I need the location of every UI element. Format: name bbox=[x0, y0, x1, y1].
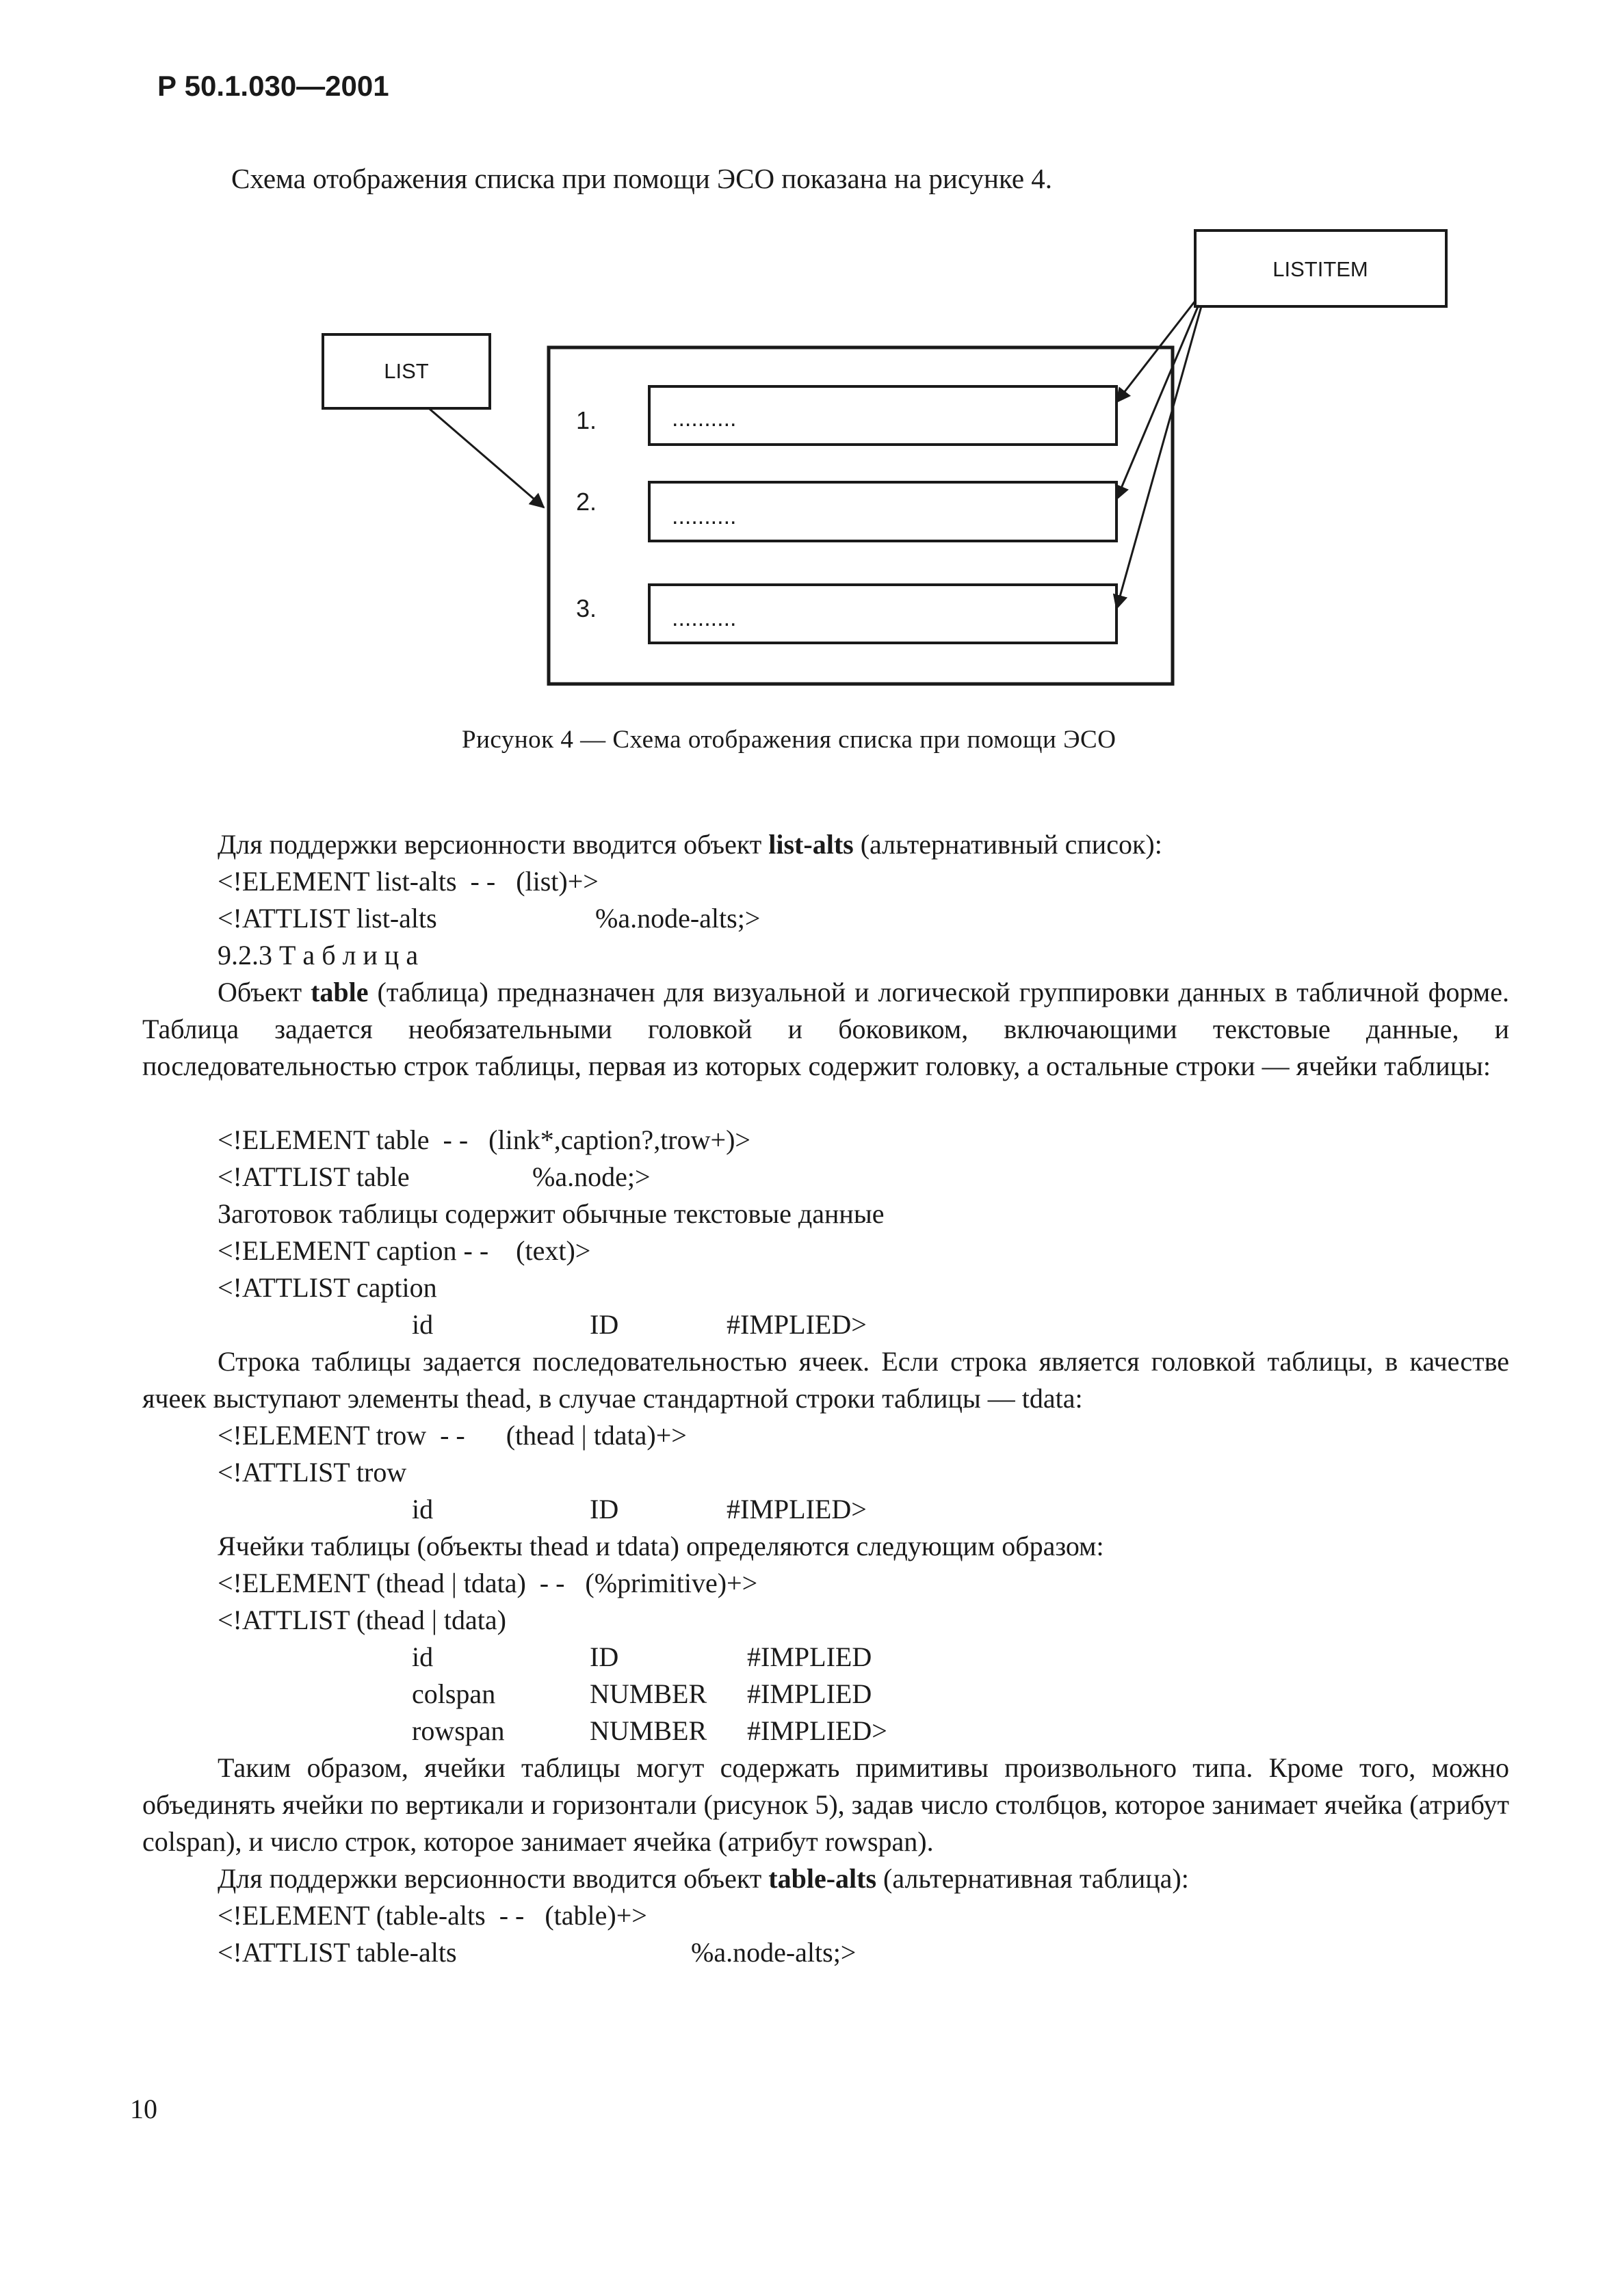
listitem-label: LISTITEM bbox=[1272, 257, 1368, 281]
code-caption-attr-default: #IMPLIED> bbox=[727, 1309, 867, 1340]
arrow-list-to-container bbox=[430, 409, 544, 507]
code-attlist-table-alts: <!ATTLIST table-alts bbox=[218, 1937, 457, 1968]
item-number-1: 1. bbox=[576, 406, 597, 434]
figure-list-diagram bbox=[0, 0, 1620, 698]
page-number: 10 bbox=[130, 2094, 157, 2124]
list-label: LIST bbox=[384, 359, 429, 383]
arrow-listitem-to-item-2 bbox=[1116, 305, 1199, 499]
code-element-list-alts: <!ELEMENT list-alts - - (list)+> bbox=[218, 866, 599, 897]
code-element-trow: <!ELEMENT trow - - (thead | tdata)+> bbox=[218, 1420, 687, 1451]
arrow-listitem-to-item-1 bbox=[1116, 301, 1195, 402]
code-attlist-list-alts: <!ATTLIST list-alts bbox=[218, 903, 437, 934]
item-number-3: 3. bbox=[576, 594, 597, 622]
paragraph-cells: Ячейки таблицы (объекты thead и tdata) определяются следующим образом: bbox=[218, 1531, 1104, 1561]
intro-text: Схема отображения списка при помощи ЭСО показана на рисунке 4. bbox=[231, 163, 1053, 194]
code-cells-rowspan-default: #IMPLIED> bbox=[747, 1715, 887, 1746]
paragraph-trow: Строка таблицы задается последовательностью ячеек. Если строка является головкой таблицы, в качестве ячеек выступают элементы thead, в случае стандартной строки таблицы — tdata: bbox=[142, 1346, 1509, 1414]
paragraph-list-alts: Для поддержки версионности вводится объект list-alts (альтернативный список): bbox=[218, 829, 1162, 860]
paragraph-table-definition: Объект table (таблица) предназначен для визуальной и логической группировки данных в табличной форме. Таблица задается необязательными головкой и боковиком, включающими текстовые данные, и последовательностью строк таблицы, первая из которых содержит головку, а остальные строки — ячейки таблицы: bbox=[142, 977, 1509, 1081]
code-attlist-table-alts-value: %a.node-alts;> bbox=[691, 1937, 857, 1968]
item-number-2: 2. bbox=[576, 488, 597, 516]
code-trow-attr-type: ID bbox=[590, 1494, 619, 1525]
code-element-table: <!ELEMENT table - - (link*,caption?,trow+)> bbox=[218, 1124, 750, 1155]
code-cells-rowspan-name: rowspan bbox=[412, 1715, 505, 1746]
item-dots-2: .......... bbox=[672, 503, 737, 529]
code-attlist-table-value: %a.node;> bbox=[532, 1161, 651, 1192]
code-cells-colspan-type: NUMBER bbox=[590, 1678, 707, 1709]
arrow-listitem-to-item-3 bbox=[1116, 306, 1201, 609]
code-element-table-alts: <!ELEMENT (table-alts - - (table)+> bbox=[218, 1900, 647, 1931]
item-dots-3: .......... bbox=[672, 605, 737, 631]
paragraph-table-alts: Для поддержки версионности вводится объект table-alts (альтернативная таблица): bbox=[218, 1863, 1189, 1894]
item-dots-1: .......... bbox=[672, 406, 737, 432]
code-cells-id-type: ID bbox=[590, 1641, 619, 1672]
figure-caption: Рисунок 4 — Схема отображения списка при помощи ЭСО bbox=[462, 726, 1116, 754]
document-code: Р 50.1.030—2001 bbox=[157, 70, 389, 102]
code-trow-attr-default: #IMPLIED> bbox=[727, 1494, 867, 1525]
paragraph-cell-merging: Таким образом, ячейки таблицы могут содержать примитивы произвольного типа. Кроме того, можно объединять ячейки по вертикали и горизонтали (рисунок 5), задав число столбцов, которое занимает ячейка (атрибут colspan), и число строк, которое занимает ячейка (атрибут rowspan). bbox=[142, 1752, 1509, 1857]
code-cells-colspan-default: #IMPLIED bbox=[747, 1678, 872, 1709]
code-cells-colspan-name: colspan bbox=[412, 1678, 496, 1709]
code-attlist-trow: <!ATTLIST trow bbox=[218, 1457, 407, 1488]
list-container bbox=[549, 347, 1173, 684]
code-caption-attr-type: ID bbox=[590, 1309, 619, 1340]
code-element-cells: <!ELEMENT (thead | tdata) - - (%primitive)+> bbox=[218, 1568, 758, 1598]
paragraph-caption: Заготовок таблицы содержит обычные текстовые данные bbox=[218, 1198, 885, 1229]
code-attlist-table: <!ATTLIST table bbox=[218, 1161, 410, 1192]
code-caption-attr-name: id bbox=[412, 1309, 434, 1340]
section-heading-table: 9.2.3 Т а б л и ц а bbox=[218, 940, 419, 971]
code-attlist-list-alts-value: %a.node-alts;> bbox=[595, 903, 761, 934]
code-attlist-cells: <!ATTLIST (thead | tdata) bbox=[218, 1605, 506, 1635]
code-element-caption: <!ELEMENT caption - - (text)> bbox=[218, 1235, 591, 1266]
code-cells-rowspan-type: NUMBER bbox=[590, 1715, 707, 1746]
code-cells-id-name: id bbox=[412, 1641, 434, 1672]
code-cells-id-default: #IMPLIED bbox=[747, 1641, 872, 1672]
code-trow-attr-name: id bbox=[412, 1494, 434, 1525]
code-attlist-caption: <!ATTLIST caption bbox=[218, 1272, 437, 1303]
